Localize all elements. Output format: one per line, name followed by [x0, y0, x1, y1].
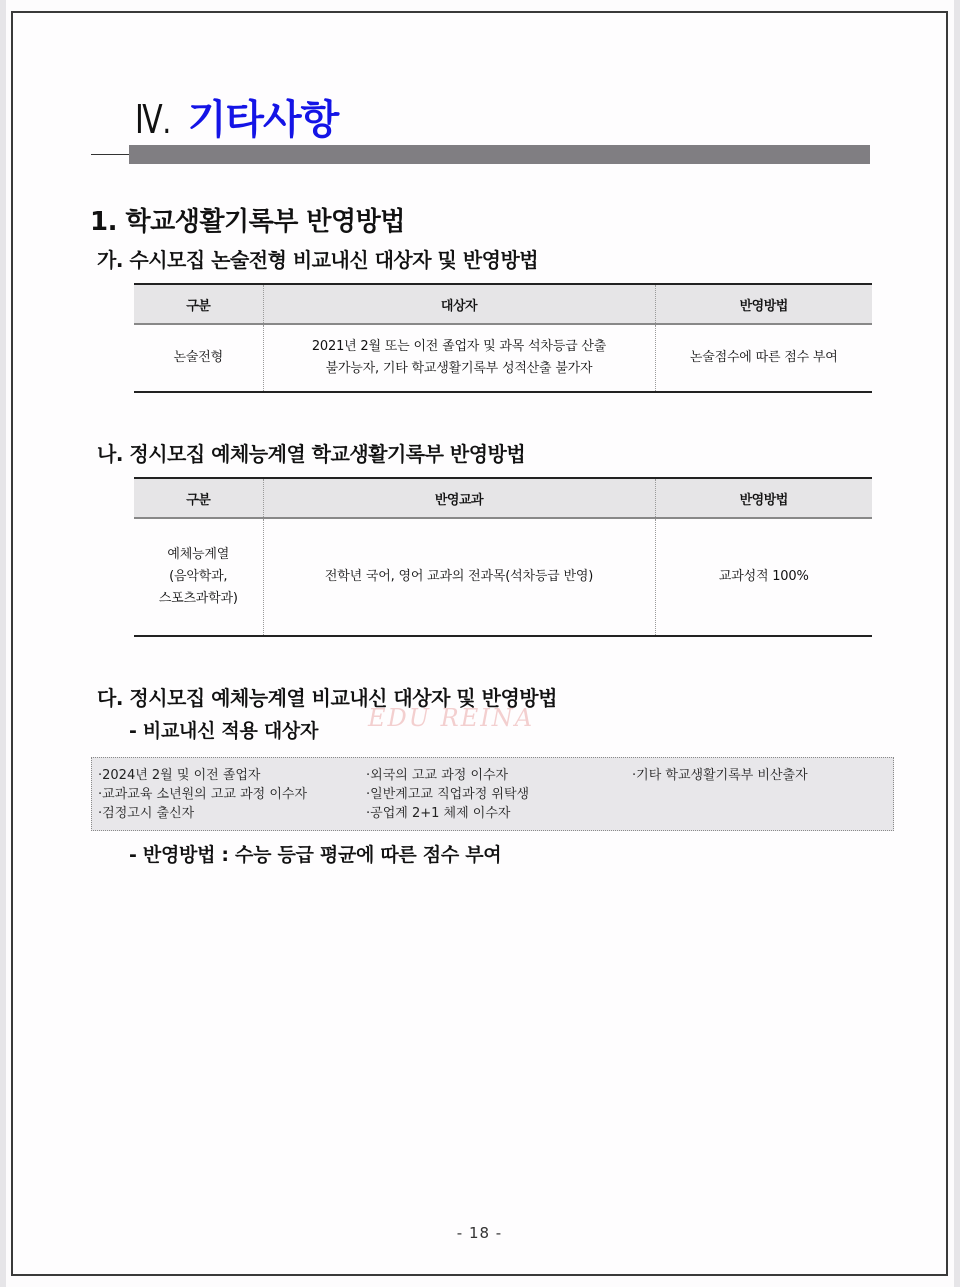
document-page [11, 11, 948, 1276]
target-item: · 외국의 고교 과정 이수자 [366, 766, 529, 785]
cell-category [134, 518, 263, 636]
viewer-edge-right [954, 0, 960, 1287]
cell-target-line-1: 2021년 2월 또는 이전 졸업자 및 과목 석차등급 산출 [311, 339, 607, 354]
table-arts-sports-record [134, 477, 872, 637]
subsection-heading-na: 나. 정시모집 예체능계열 학교생활기록부 반영방법 [97, 442, 526, 466]
target-item: · 일반계고교 직업과정 위탁생 [366, 785, 529, 804]
target-item: · 검정고시 출신자 [98, 804, 307, 823]
cell-category: 논술전형 [173, 350, 223, 365]
table-row [134, 518, 872, 636]
column-header-target: 대상자 [263, 284, 655, 324]
targets-column-2 [366, 766, 529, 823]
cell-subjects: 전학년 국어, 영어 교과의 전과목(석차등급 반영) [263, 518, 655, 636]
cell-category-line-2: (음악학과, [169, 569, 228, 584]
comparative-grade-targets-box [91, 757, 894, 831]
table-header-row [134, 284, 872, 324]
chapter-title [135, 95, 338, 145]
page-number: - 18 - [456, 1224, 503, 1242]
column-header-category: 구분 [134, 478, 263, 518]
target-item: · 교과교육 소년원의 고교 과정 이수자 [98, 785, 307, 804]
chapter-number: Ⅳ. [135, 98, 172, 142]
subsection-heading-ga: 가. 수시모집 논술전형 비교내신 대상자 및 반영방법 [97, 248, 539, 272]
column-header-method: 반영방법 [655, 478, 872, 518]
chapter-rule-line [91, 154, 131, 155]
cell-category-line-3: 스포츠과학과) [158, 591, 238, 606]
cell-target-line-2: 불가능자, 기타 학교생활기록부 성적산출 불가자 [325, 361, 593, 376]
table-row [134, 324, 872, 392]
target-label: - 비교내신 적용 대상자 [129, 720, 319, 742]
cell-method: 논술점수에 따른 점수 부여 [655, 324, 872, 392]
cell-method: 교과성적 100% [655, 518, 872, 636]
table-essay-comparative-grades [134, 283, 872, 393]
targets-column-3 [632, 766, 808, 785]
target-item: · 2024년 2월 및 이전 졸업자 [98, 766, 307, 785]
column-header-category: 구분 [134, 284, 263, 324]
chapter-name: 기타사항 [187, 97, 339, 143]
target-item: · 공업계 2+1 체제 이수자 [366, 804, 529, 823]
section-heading-1: 1. 학교생활기록부 반영방법 [90, 207, 405, 237]
column-header-subjects: 반영교과 [263, 478, 655, 518]
method-label: - 반영방법 : 수능 등급 평균에 따른 점수 부여 [129, 844, 502, 866]
targets-column-1 [98, 766, 307, 823]
target-item: · 기타 학교생활기록부 비산출자 [632, 766, 808, 785]
cell-category-line-1: 예체능계열 [167, 547, 230, 562]
subsection-heading-da: 다. 정시모집 예체능계열 비교내신 대상자 및 반영방법 [97, 686, 557, 710]
viewer-edge-left [0, 0, 6, 1287]
cell-target [263, 324, 655, 392]
table-header-row [134, 478, 872, 518]
chapter-rule-bar [129, 145, 870, 164]
column-header-method: 반영방법 [655, 284, 872, 324]
watermark: EDU REINA [368, 704, 535, 732]
